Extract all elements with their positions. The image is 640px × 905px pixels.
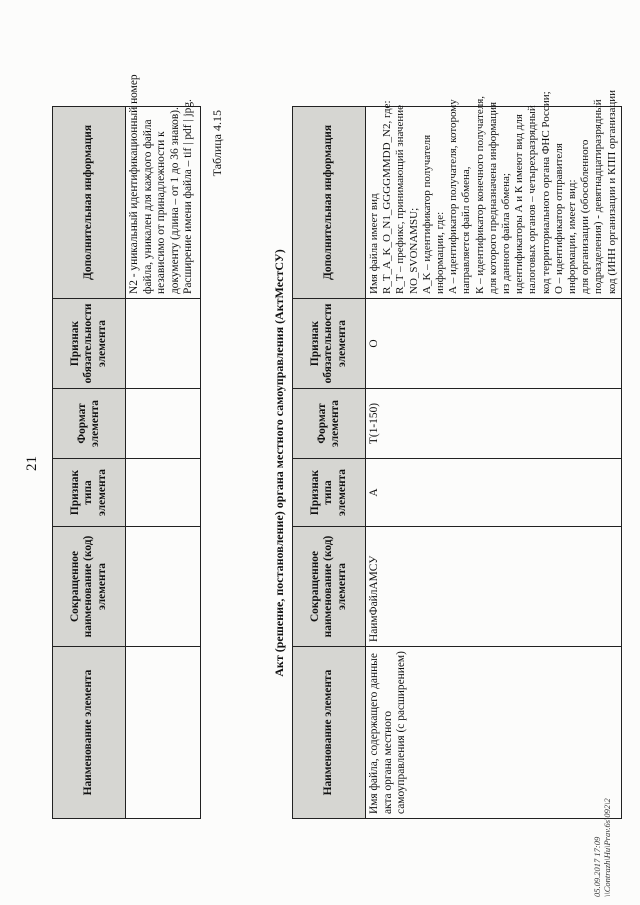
cell-element-name (126, 647, 201, 819)
info-line: NO_SVONAMSU; (407, 207, 420, 294)
cell-element-required: О (366, 299, 622, 389)
header-element-required: Признак обязательности элемента (53, 299, 126, 389)
info-line: направляется файл обмена, (460, 166, 473, 294)
header-element-code: Сокращенное наименование (код) элемента (53, 527, 126, 647)
header-element-format: Формат элемента (53, 389, 126, 459)
info-line: A_K – идентификатор получателя (420, 134, 433, 294)
cell-additional-info (366, 89, 622, 299)
info-line: подразделения) - девятнадцатиразрядный (592, 99, 605, 294)
table-header-row (293, 107, 366, 819)
table-caption: Акт (решение, постановление) органа местного самоуправления (АктМестСУ) (272, 249, 286, 677)
header-element-type: Признак типа элемента (293, 459, 366, 527)
cell-element-type: А (366, 459, 622, 527)
cell-element-format: T(1-150) (366, 389, 622, 459)
header-element-code: Сокращенное наименование (код) элемента (293, 527, 366, 647)
cell-element-code (126, 527, 201, 647)
info-line: из данного файла обмена; (500, 173, 513, 294)
info-line: документу (длина – от 1 до 36 знаков). (168, 107, 181, 294)
table-row (366, 107, 622, 819)
info-line: А – идентификатор получателя, которому (447, 99, 460, 294)
info-line: информации, имеет вид: (566, 179, 579, 294)
footer-stamp-date: 05.09.2017 17:09 (592, 836, 602, 897)
cell-element-code: НаимФайлАМСУ (366, 527, 622, 647)
header-element-name: Наименование элемента (53, 647, 126, 819)
footer-stamp-path: \\Contrazh\Hu\Prav.6s\092\2 (602, 798, 612, 897)
cell-element-required (126, 299, 201, 389)
info-line: налоговых органов – четырехразрядный (526, 105, 539, 294)
cell-element-name: Имя файла, содержащего данные акта органа местного самоуправления (с расширением) (366, 647, 622, 819)
header-additional-info: Дополнительная информация (293, 107, 366, 299)
cell-element-type (126, 459, 201, 527)
header-element-format: Формат элемента (293, 389, 366, 459)
akt-mest-su-table (292, 89, 622, 819)
info-line: N2 - уникальный идентификационный номер (128, 74, 140, 294)
info-line: идентификаторы А и К имеют вид для (513, 114, 526, 294)
info-line: для организации (обособленного (579, 139, 592, 294)
requirements-table-continued (52, 74, 201, 819)
info-line: файла, уникален для каждого файла (141, 119, 154, 294)
cell-additional-info (126, 74, 201, 299)
info-line: О – идентификатор отправителя (552, 143, 565, 294)
info-line: Имя файла имеет вид (368, 193, 380, 294)
table-row (126, 107, 201, 819)
info-line: К – идентификатор конечного получателя, (473, 95, 486, 294)
info-line: код (ИНН организации и КПП организации (605, 89, 618, 294)
cell-element-format (126, 389, 201, 459)
header-additional-info: Дополнительная информация (53, 107, 126, 299)
info-line: R_T – префикс, принимающий значение (394, 105, 407, 294)
header-element-name: Наименование элемента (293, 647, 366, 819)
info-line: информации, где: (434, 211, 447, 294)
footer-stamp (592, 798, 612, 897)
info-line: R_T_A_K_O_N1_GGGGMMDD_N2, где: (381, 100, 394, 294)
info-line: для которого предназначена информация (486, 101, 499, 294)
info-line: Расширение имени файла – tif | pdf | jpg. (182, 99, 194, 294)
table-number-label: Таблица 4.15 (210, 110, 224, 177)
info-line: код территориального органа ФНС России; (539, 91, 552, 294)
table-header-row (53, 107, 126, 819)
header-element-required: Признак обязательности элемента (293, 299, 366, 389)
info-line: независимо от принадлежности к (155, 131, 167, 294)
header-element-type: Признак типа элемента (53, 459, 126, 527)
page-number: 21 (24, 456, 40, 471)
